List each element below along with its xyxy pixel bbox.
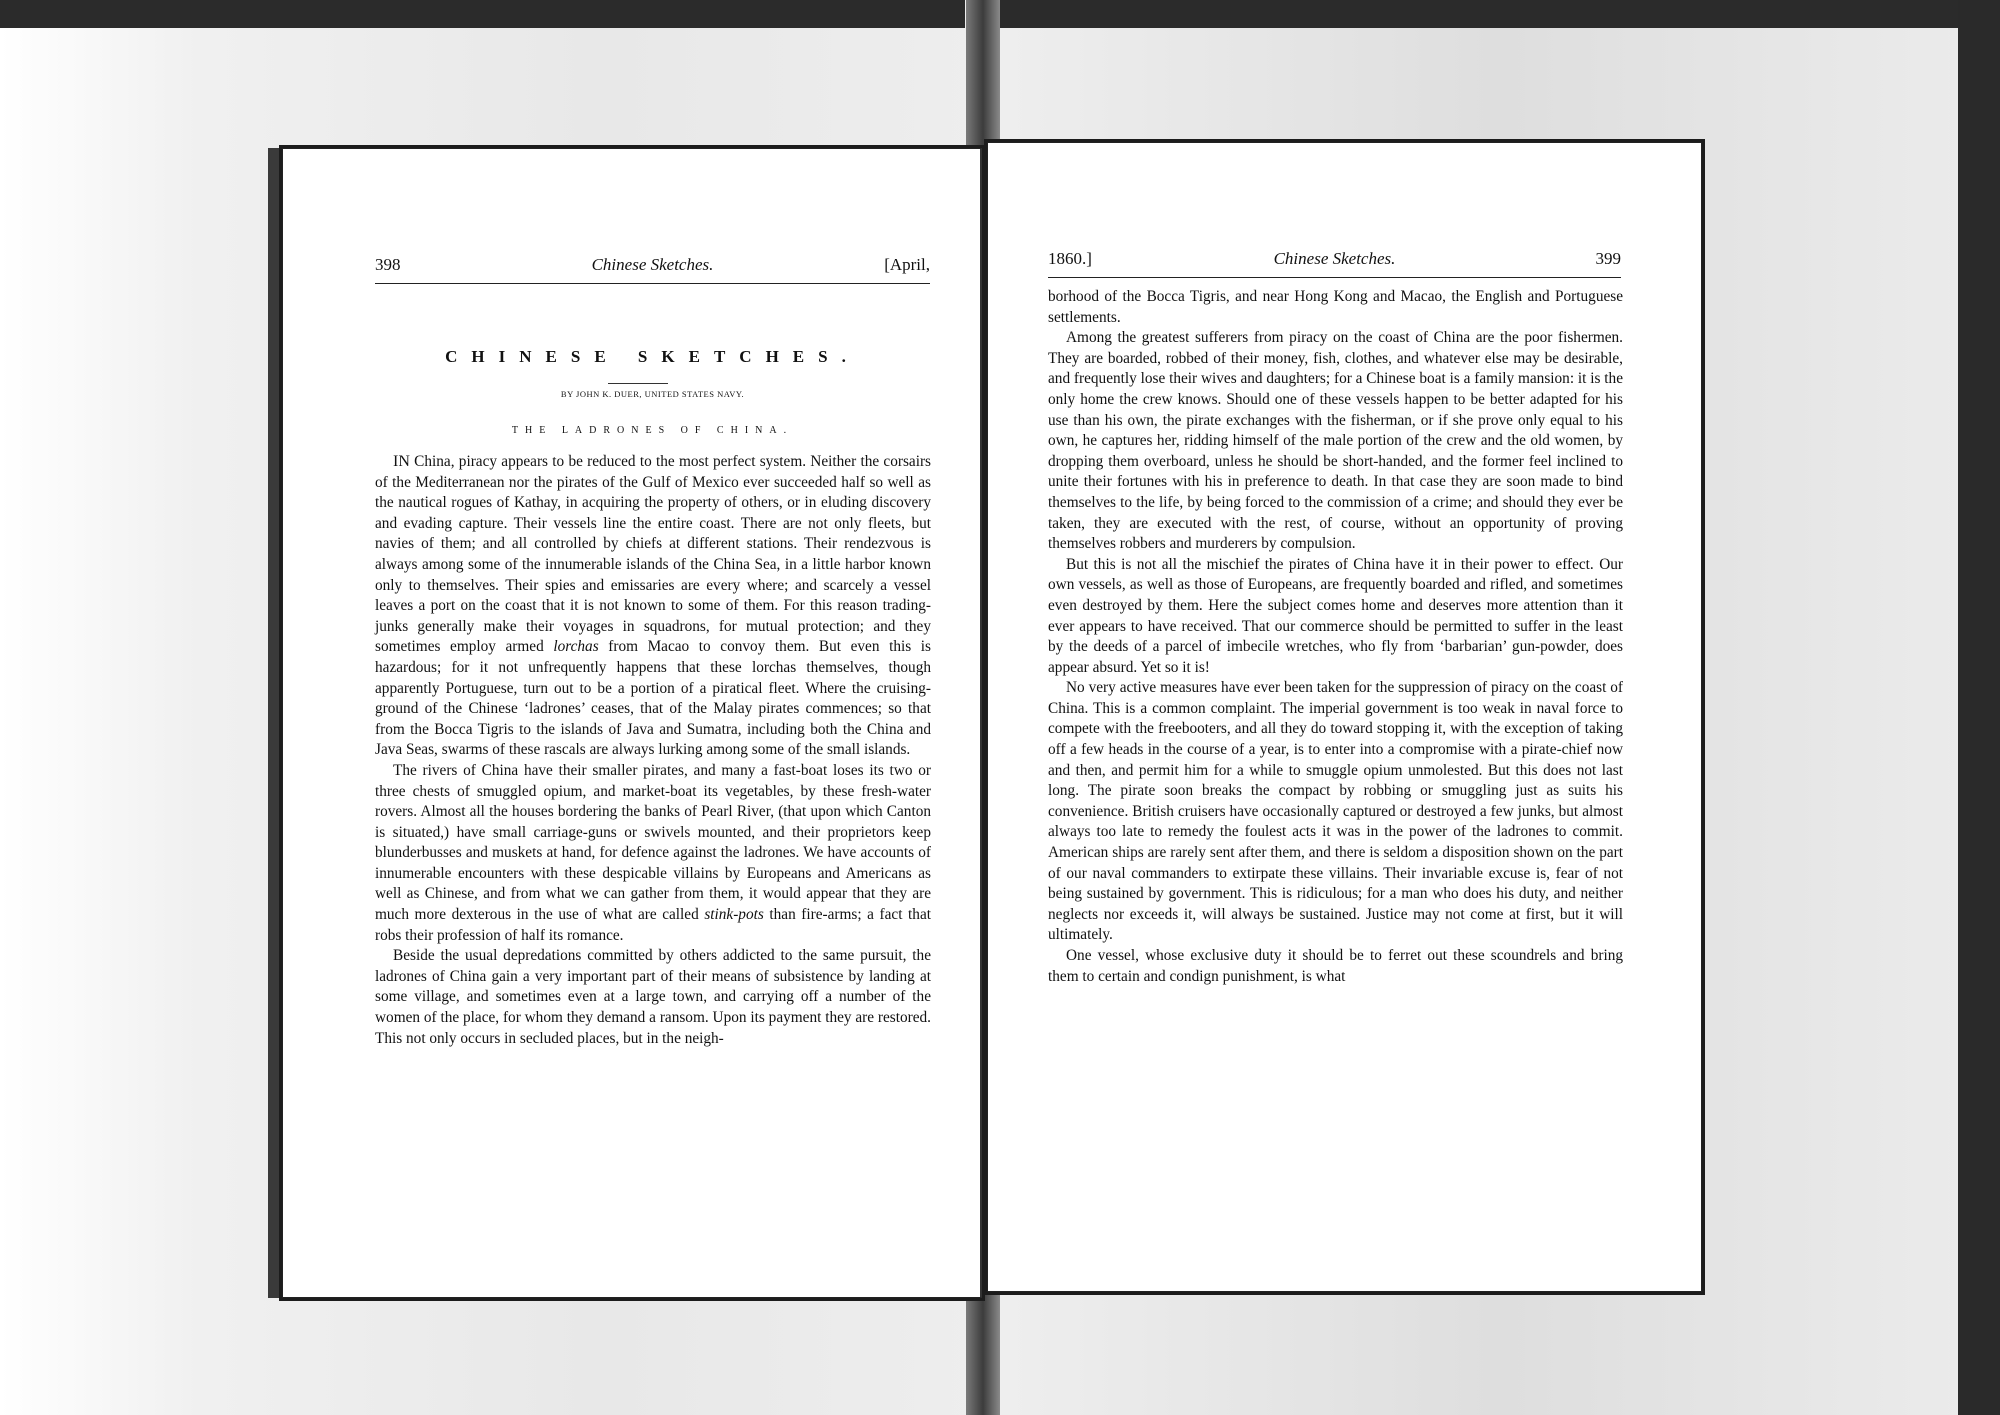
left-page-number: 398 (375, 255, 401, 274)
left-running-title: Chinese Sketches. (591, 255, 714, 274)
left-running-head (375, 249, 930, 284)
right-page (987, 142, 1702, 1292)
right-page-number: 399 (1595, 249, 1621, 268)
right-page-body (1048, 287, 1623, 987)
right-running-title: Chinese Sketches. (1273, 249, 1396, 268)
article-title: CHINESE SKETCHES. (445, 347, 860, 366)
book-cover-edge-right (1958, 0, 2000, 1415)
left-p1-text-b: from Macao to convoy them. But even this is hazardous; for it not unfrequently happens that these lorchas themselves, though apparently Portuguese, turn out to be a portion of a piratical fleet. Where the cruising-ground of the Chinese ‘ladrones’ ceases, that of the Malay pirates commences; so that from the Bocca Tigris to the islands of Java and Sumatra, including both the China and Java Seas, swarms of these rascals are always lurking among some of the small islands. (375, 638, 931, 759)
left-page-body (375, 452, 931, 1049)
right-paragraph-3: No very active measures have ever been taken for the suppression of piracy on the coast of China. This is a common complaint. The imperial government is too weak in naval force to compete with the freebooters, and all they do toward stopping it, with the exception of taking off a few heads in the course of a year, is to enter into a compromise with a pirate-chief now and then, and permit him for a while to smuggle opium unmolested. But this does not last long. The pirate soon breaks the compact by robbing or smuggling just as suits his convenience. British cruisers have occasionally captured or destroyed a few junks, but almost always too late to remedy the foulest acts it was in the power of the ladrones to commit. American ships are rarely sent after them, and there is seldom a disposition shown on the part of our naval commanders to extirpate these villains. Their invariable excuse is, fear of not being sustained by government. This is ridiculous; for a man who does his duty, and neither neglects nor exceeds it, will always be sustained. Justice may not come at first, but it will ultimately. (1048, 679, 1623, 944)
right-paragraph-0: borhood of the Bocca Tigris, and near Hong Kong and Macao, the English and Portuguese settlements. (1048, 288, 1623, 326)
left-p1-italic: lorchas (553, 638, 599, 656)
right-paragraph-4: One vessel, whose exclusive duty it should be to ferret out these scoundrels and bring them to certain and condign punishment, is what (1048, 947, 1623, 985)
left-paragraph-3: Beside the usual depredations committed by others addicted to the same pursuit, the ladrones of China gain a very important part of their means of subsistence by landing at some village, and sometimes even at a large town, and carrying off a number of the women of the place, for whom they demand a ransom. Upon its payment they are restored. This not only occurs in secluded places, but in the neigh- (375, 947, 931, 1047)
drop-cap: IN (393, 453, 410, 470)
article-byline: BY JOHN K. DUER, UNITED STATES NAVY. (560, 389, 745, 399)
article-subtitle: THE LADRONES OF CHINA. (511, 425, 794, 436)
left-paragraph-2 (375, 761, 931, 946)
left-running-month: [April, (884, 255, 930, 274)
left-p2-text-a: The rivers of China have their smaller pirates, and many a fast-boat loses its two or three chests of smuggled opium, and market-boat its vegetables, by these fresh-water rovers. Almost all the houses bordering the banks of Pearl River, (that upon which Canton is situated,) have small carriage-guns or swivels mounted, and their proprietors keep blunderbusses and muskets at hand, for defence against the ladrones. We have accounts of innumerable encounters with these despicable villains by Europeans and Americans as well as Chinese, and from what we can gather from them, it would appear that they are much more dexterous in the use of what are called (375, 761, 931, 924)
book-binding-top-left (0, 0, 965, 28)
right-running-head (1048, 243, 1621, 278)
left-paragraph-1 (375, 452, 931, 761)
right-paragraph-1: Among the greatest sufferers from piracy on the coast of China are the poor fishermen. They are boarded, robbed of their money, fish, clothes, and whatever else may be desirable, and frequently lose their wives and daughters; for a Chinese boat is a family mansion: it is the only home the crew knows. Should one of these vessels happen to be better adapted for his use than his own, the pirate exchanges with the fisherman, or if she prove only equal to his own, he captures her, ridding himself of the male portion of the crew and the old women, by dropping them overboard, unless he should be short-handed, and the former feel inclined to unite their fortunes with his in preference to death. In that case they are soon made to bind themselves to the life, by being forced to the commission of a crime; and should they ever be taken, they are executed with the rest, of course, without an opportunity of proving themselves robbers and murderers by compulsion. (1048, 329, 1623, 553)
left-p1-text-a: China, piracy appears to be reduced to the most perfect system. Neither the corsairs of the Mediterranean nor the pirates of the Gulf of Mexico ever succeeded half so well as the nautical rogues of Kathay, in acquiring the property of others, or in eluding discovery and evading capture. Their vessels line the entire coast. There are not only fleets, but navies of them; and all controlled by chiefs at different stations. Their rendezvous is always among some of the innumerable islands of the China Sea, in a little harbor known only to themselves. Their spies and emissaries are every where; and scarcely a vessel leaves a port on the coast that it is not known to some of them. For this reason trading-junks generally make their voyages in squadrons, for mutual protection; and they sometimes employ armed (375, 453, 931, 656)
page-edge-left (268, 148, 280, 1298)
title-rule (608, 383, 668, 384)
book-binding-top-right (1000, 0, 1960, 28)
left-p2-italic: stink-pots (704, 906, 764, 924)
right-running-year: 1860.] (1048, 249, 1092, 268)
left-p2-text-b: than fire-arms; a fact that robs their profession of half its romance. (375, 906, 931, 944)
right-paragraph-2: But this is not all the mischief the pirates of China have it in their power to effect. Our own vessels, as well as those of Europeans, are frequently boarded and rifled, and sometimes even destroyed by them. Here the subject comes home and deserves more attention than it ever appears to have received. That our commerce should be permitted to suffer in the least by the deeds of a parcel of imbecile wretches, who fly from ‘barbarian’ gun-powder, does appear absurd. Yet so it is! (1048, 555, 1623, 676)
left-page (282, 148, 982, 1298)
